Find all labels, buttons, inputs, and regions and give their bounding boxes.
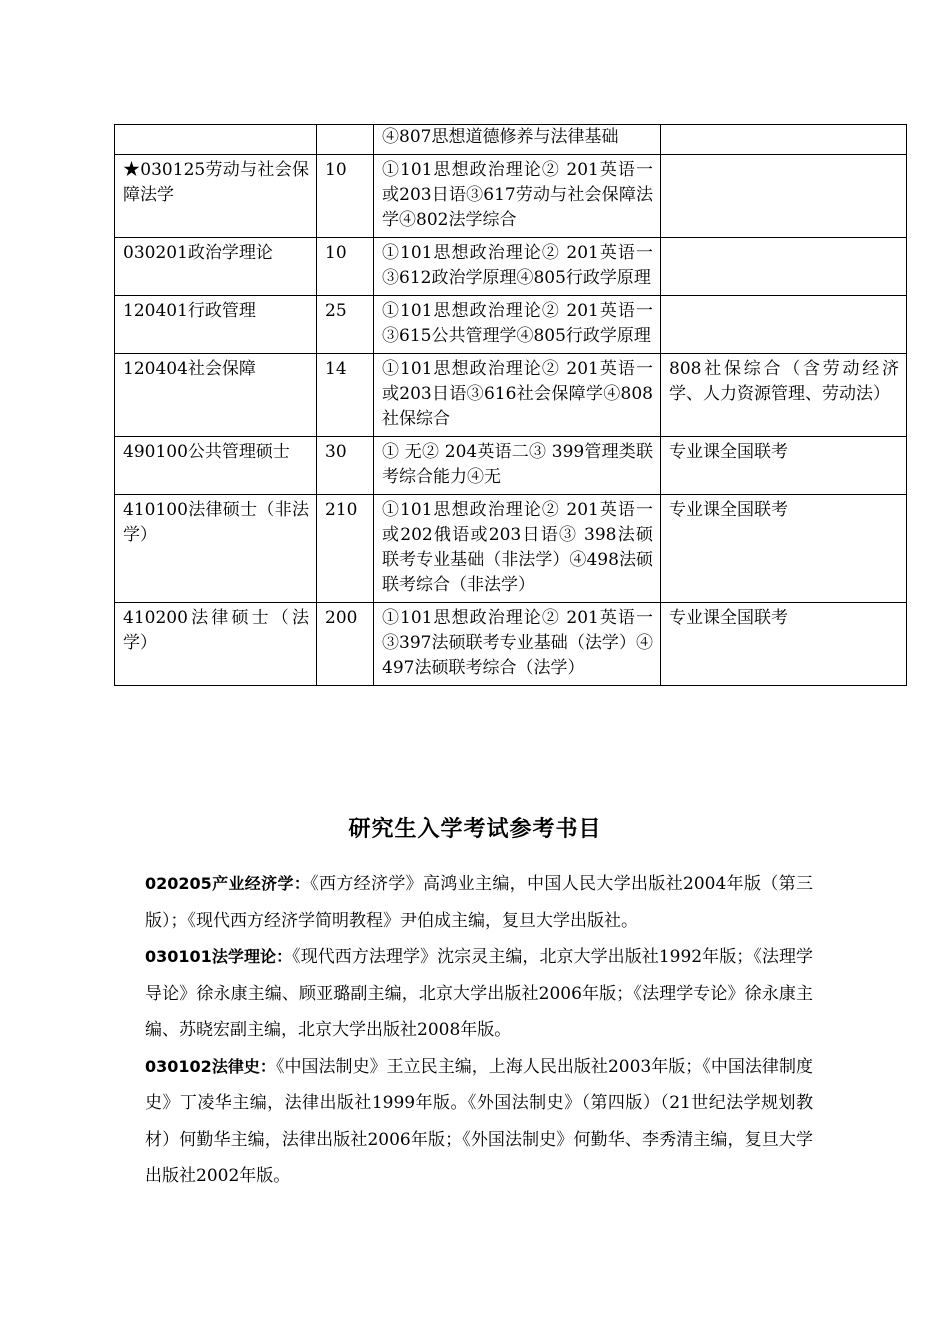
- reference-head: 030101法学理论：: [145, 947, 293, 966]
- notes-cell: [661, 296, 907, 354]
- program-table: [114, 124, 907, 686]
- program-cell: 490100公共管理硕士: [115, 437, 317, 495]
- subjects-cell: ①101思想政治理论② 201英语一③612政治学原理④805行政学原理: [374, 238, 661, 296]
- reference-body: 《中国法制史》王立民主编，上海人民出版社2003年版；《中国法律制度史》丁凌华主编，法律出版社1999年版。《外国法制史》（第四版）（21世纪法学规划教材）何勤华主编，法律出版社2006年版；《外国法制史》何勤华、李秀清主编，复旦大学出版社2002年版。: [145, 1056, 813, 1186]
- subjects-cell: ④807思想道德修养与法律基础: [374, 125, 661, 155]
- program-cell: 030201政治学理论: [115, 238, 317, 296]
- table-row: [115, 437, 907, 495]
- notes-cell: 专业课全国联考: [661, 437, 907, 495]
- quota-cell: 200: [317, 603, 374, 686]
- notes-cell: [661, 155, 907, 238]
- notes-cell: [661, 125, 907, 155]
- program-cell: 410200法律硕士（法学）: [115, 603, 317, 686]
- quota-cell: 210: [317, 495, 374, 603]
- notes-cell: 808社保综合（含劳动经济学、人力资源管理、劳动法）: [661, 354, 907, 437]
- reference-head: 030102法律史：: [145, 1056, 276, 1076]
- reference-entry: [145, 866, 813, 939]
- subjects-cell: ①101思想政治理论② 201英语一或203日语③616社会保障学④808社保综合: [374, 354, 661, 437]
- program-cell: 120401行政管理: [115, 296, 317, 354]
- program-cell: ★030125劳动与社会保障法学: [115, 155, 317, 238]
- table-row: [115, 603, 907, 686]
- reference-head: 020205产业经济学：: [145, 874, 311, 893]
- table-row: [115, 354, 907, 437]
- program-cell: [115, 125, 317, 155]
- quota-cell: 10: [317, 238, 374, 296]
- table-row: [115, 238, 907, 296]
- reference-entry: [145, 1049, 813, 1195]
- notes-cell: 专业课全国联考: [661, 603, 907, 686]
- subjects-cell: ①101思想政治理论② 201英语一或203日语③617劳动与社会保障法学④802法学综合: [374, 155, 661, 238]
- reference-entry: [145, 939, 813, 1049]
- subjects-cell: ① 无② 204英语二③ 399管理类联考综合能力④无: [374, 437, 661, 495]
- quota-cell: 30: [317, 437, 374, 495]
- reference-body: 《现代西方法理学》沈宗灵主编，北京大学出版社1992年版；《法理学导论》徐永康主编、顾亚璐副主编，北京大学出版社2006年版；《法理学专论》徐永康主编、苏晓宏副主编，北京大学出版社2008年版。: [145, 947, 813, 1040]
- quota-cell: 25: [317, 296, 374, 354]
- notes-cell: 专业课全国联考: [661, 495, 907, 603]
- table-row: [115, 155, 907, 238]
- quota-cell: [317, 125, 374, 155]
- section-title: 研究生入学考试参考书目: [348, 817, 602, 842]
- program-cell: 120404社会保障: [115, 354, 317, 437]
- subjects-cell: ①101思想政治理论② 201英语一③615公共管理学④805行政学原理: [374, 296, 661, 354]
- subjects-cell: ①101思想政治理论② 201英语一或202俄语或203日语③ 398法硕联考专业基础（非法学）④498法硕联考综合（非法学）: [374, 495, 661, 603]
- quota-cell: 10: [317, 155, 374, 238]
- reference-list: [145, 866, 813, 1195]
- table-row: [115, 495, 907, 603]
- notes-cell: [661, 238, 907, 296]
- reference-body: 《西方经济学》高鸿业主编，中国人民大学出版社2004年版（第三版）；《现代西方经济学简明教程》尹伯成主编，复旦大学出版社。: [145, 874, 813, 931]
- table-row: [115, 125, 907, 155]
- program-cell: 410100法律硕士（非法学）: [115, 495, 317, 603]
- quota-cell: 14: [317, 354, 374, 437]
- table-row: [115, 296, 907, 354]
- subjects-cell: ①101思想政治理论② 201英语一③397法硕联考专业基础（法学）④497法硕联考综合（法学）: [374, 603, 661, 686]
